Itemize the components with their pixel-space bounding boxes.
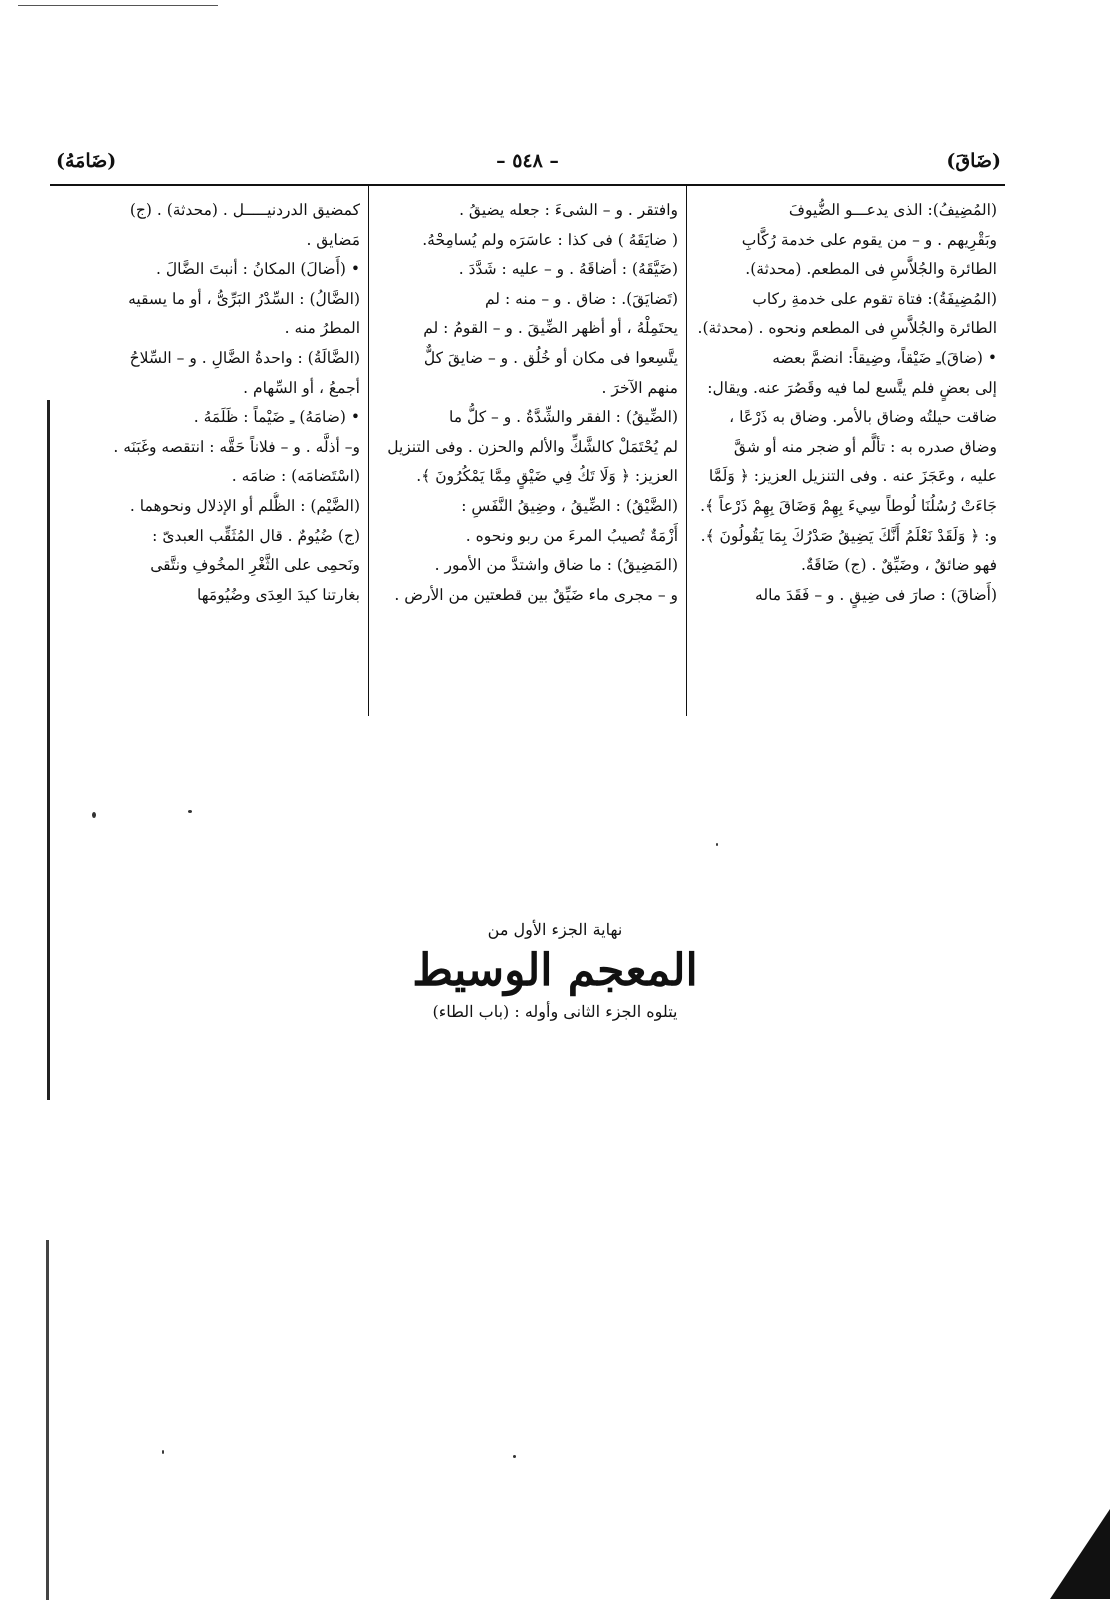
entry-line: أَزْمَةٌ تُصيبُ المرءَ من ربو ونحوه . <box>465 526 678 545</box>
scan-speck <box>716 843 718 846</box>
entry-line: و– أذلَّه . و – فلاناً حَقَّه : انتقصه وغَبَنَه . <box>113 437 360 456</box>
entry-line: • (ضامَهُ) ـِ ضَيْماً : ظَلَمَهُ . <box>193 408 360 427</box>
entry-line: وضاق صدره به : تألَّم أو ضجر منه أو شقَّ <box>733 437 997 456</box>
entry-line: وبَقْرِيهم . و – من يقوم على خدمة رُكَّابِ <box>741 230 997 249</box>
dictionary-page <box>50 150 1005 716</box>
entry-line: ( ضايَقَهُ ) فى كذا : عاسَرَه ولم يُسامِحْهُ. <box>422 230 678 249</box>
entry-line: و – مجرى ماء ضَيِّقٌ بين قطعتين من الأرض . <box>394 585 678 604</box>
entry-line: و: ﴿ وَلَقَدْ نَعْلَمُ أَنَّكَ يَضِيقُ صَدْرُكَ بِمَا يَقُولُونَ ﴾. <box>700 526 997 545</box>
entry-line: (المُضِيفُ): الذى يدعـــو الضُّيوفَ <box>788 201 997 219</box>
column-middle <box>369 186 687 716</box>
entry-line: (الضَّيْقُ) : الضِّيقُ ، وضِيقُ النَّفَسِ : <box>461 496 678 515</box>
scan-speck <box>162 1450 164 1454</box>
entry-line: • (أَضالَ) المكانُ : أنبتَ الضَّالَ . <box>155 260 360 279</box>
entry-line: عليه ، وعَجَزَ عنه . وفى التنزيل العزيز: ﴿ وَلَمَّا <box>708 467 997 486</box>
top-edge-rule <box>18 5 218 6</box>
next-volume-line: يتلوه الجزء الثانى وأوله : (باب الطاء) <box>432 1002 678 1021</box>
header-last-entry: (ضَامَهُ) <box>56 150 117 172</box>
entry-line: (الضَّيْم) : الظُّلم أو الإذلال ونحوهما . <box>129 496 360 515</box>
column-left <box>51 186 369 716</box>
entry-line: منهم الآخرَ . <box>601 378 678 397</box>
column-right <box>687 186 1005 716</box>
entry-line: المطرُ منه . <box>284 319 360 338</box>
volume-end-notice <box>0 920 1110 1021</box>
page-number: – ٥٤٨ – <box>496 150 559 172</box>
entry-line: بغارتنا كيدَ العِدَى وضُيُومَها <box>197 585 360 604</box>
scan-speck <box>188 810 192 813</box>
entry-line: يحتَمِلْهُ ، أو أظهر الضِّيقَ . و – القومُ : لم <box>423 319 678 338</box>
entry-line: (ج) ضُيُومٌ . قال المُثَقِّب العبدىّ : <box>152 526 360 545</box>
entry-line: (الضَّالُ) : السِّدْرُ البَرِّىُّ ، أو ما يسقيه <box>128 289 360 308</box>
entry-line: ضاقت حيلتُه وضاق بالأمر. وضاق به ذَرْعًا ، <box>729 408 997 427</box>
entry-line: العزيز: ﴿ وَلَا تَكُ فِي ضَيْقٍ مِمَّا يَمْكُرُونَ ﴾. <box>416 467 678 486</box>
entry-line: أجمعُ ، أو السِّهام . <box>243 378 360 397</box>
text-columns <box>50 186 1005 716</box>
entry-line: • (ضاقَ)ـِ ضَيْقاً، وضِيقاً: انضمَّ بعضه <box>772 348 997 367</box>
header-first-entry: (ضَاقَ) <box>946 150 1001 172</box>
entry-line: فهو ضائقٌ ، وضَيِّقٌ . (ج) ضَاقَةٌ. <box>800 556 997 575</box>
entry-line: جَاءَتْ رُسُلُنَا لُوطاً سِيءَ بِهِمْ وَضَاقَ بِهِمْ ذَرْعاً ﴾. <box>700 496 997 515</box>
entry-line: لم يُحْتَمَلْ كالشَّكِّ والألم والحزن . وفى التنزيل <box>387 437 678 456</box>
entry-line: (المَضِيقُ) : ما ضاق واشتدَّ من الأمور . <box>434 556 678 575</box>
entry-line: الطائرة والجُلاَّسِ فى المطعم. (محدثة). <box>745 260 997 279</box>
page-header <box>50 150 1005 186</box>
scan-speck <box>513 1455 516 1458</box>
entry-line: (ضَيَّقَهُ) : أضاقَهُ . و – عليه : شَدَّدَ . <box>458 260 678 279</box>
entry-line: الطائرة والجُلاَّسِ فى المطعم ونحوه . (محدثة). <box>697 319 997 338</box>
entry-line: (المُضِيفَةُ): فتاة تقوم على خدمةِ ركاب <box>752 289 997 308</box>
scan-corner-shadow <box>1050 1509 1110 1599</box>
book-title-calligraphy: المعجم الوسيط <box>412 945 698 996</box>
scan-speck <box>92 812 96 818</box>
scan-edge-shadow-lower <box>46 1240 49 1600</box>
entry-line: ونَحمِى على الثَّغْرِ المخُوفِ ونتَّقى <box>150 556 360 575</box>
entry-line: (الضِّيقُ) : الفقر والشِّدَّةُ . و – كلُّ ما <box>449 408 678 427</box>
entry-line: إلى بعضٍ فلم يتَّسع لما فيه وقَصُرَ عنه. ويقال: <box>707 378 997 397</box>
scan-edge-shadow <box>47 400 50 1100</box>
entry-line: يتَّسِعوا فى مكان أو خُلُق . و – ضايقَ كلٌّ <box>423 348 678 367</box>
entry-line: (تَضايَقَ). : ضاق . و – منه : لم <box>484 289 678 308</box>
end-of-volume-line: نهاية الجزء الأول من <box>487 920 623 939</box>
entry-line: (أَضاقَ) : صارَ فى ضِيقٍ . و – فَقَدَ ماله <box>755 585 997 604</box>
entry-line: (اسْتَضامَه) : ضامَه . <box>231 467 360 486</box>
entry-line: (الضَّالَةُ) : واحدةُ الضَّالِ . و – السِّلاحُ <box>129 348 360 367</box>
entry-line: مَضايق . <box>306 230 360 249</box>
entry-line: كمضيق الدردنيـــــل . (محدثة) . (ج) <box>129 201 360 219</box>
entry-line: وافتقر . و – الشىءَ : جعله يضيقُ . <box>459 201 678 219</box>
